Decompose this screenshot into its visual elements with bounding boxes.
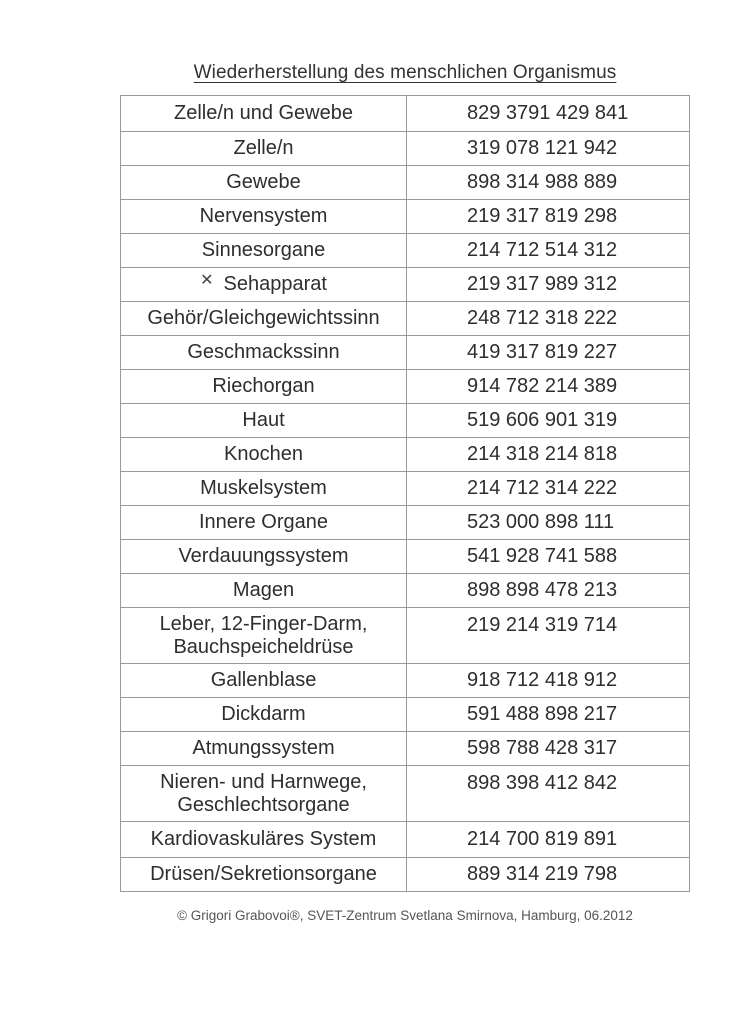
row-name: Knochen bbox=[121, 438, 407, 472]
row-name: Sinnesorgane bbox=[121, 234, 407, 268]
table-row bbox=[121, 574, 690, 608]
table-row bbox=[121, 438, 690, 472]
row-code: 541 928 741 588 bbox=[407, 540, 690, 574]
table-row bbox=[121, 472, 690, 506]
row-code: 319 078 121 942 bbox=[407, 132, 690, 166]
row-name: Magen bbox=[121, 574, 407, 608]
row-code: 214 712 514 312 bbox=[407, 234, 690, 268]
row-name: Sehapparat bbox=[223, 272, 327, 295]
row-name: Nervensystem bbox=[121, 200, 407, 234]
row-name: Leber, 12-Finger-Darm, bbox=[159, 612, 368, 635]
handwritten-cross-icon: ✕ bbox=[200, 271, 214, 289]
row-name: Atmungssystem bbox=[121, 732, 407, 766]
row-name: Verdauungssystem bbox=[121, 540, 407, 574]
row-name: Zelle/n bbox=[121, 132, 407, 166]
table-row bbox=[121, 336, 690, 370]
page-title: Wiederherstellung des menschlichen Organismus bbox=[193, 62, 617, 83]
table-row bbox=[121, 370, 690, 404]
table-row bbox=[121, 858, 690, 892]
row-code: 591 488 898 217 bbox=[407, 698, 690, 732]
row-name: Nieren- und Harnwege, bbox=[160, 770, 367, 793]
row-code: 889 314 219 798 bbox=[407, 858, 690, 892]
row-name: Geschmackssinn bbox=[121, 336, 407, 370]
row-code: 598 788 428 317 bbox=[407, 732, 690, 766]
row-name: Haut bbox=[121, 404, 407, 438]
code-table bbox=[120, 95, 690, 892]
row-code: 219 214 319 714 bbox=[407, 608, 690, 664]
table-row bbox=[121, 698, 690, 732]
table-row bbox=[121, 404, 690, 438]
row-name-cell bbox=[121, 268, 407, 302]
table-row bbox=[121, 166, 690, 200]
table-row bbox=[121, 302, 690, 336]
table-row bbox=[121, 234, 690, 268]
row-name: Gewebe bbox=[121, 166, 407, 200]
table-row bbox=[121, 200, 690, 234]
row-code: 419 317 819 227 bbox=[407, 336, 690, 370]
row-code: 519 606 901 319 bbox=[407, 404, 690, 438]
row-name: Drüsen/Sekretionsorgane bbox=[121, 858, 407, 892]
row-name-line2: Geschlechtsorgane bbox=[177, 793, 350, 816]
row-code: 214 700 819 891 bbox=[407, 822, 690, 858]
row-code: 914 782 214 389 bbox=[407, 370, 690, 404]
row-name: Muskelsystem bbox=[121, 472, 407, 506]
table-row bbox=[121, 506, 690, 540]
table-row bbox=[121, 664, 690, 698]
row-name: Riechorgan bbox=[121, 370, 407, 404]
table-row bbox=[121, 766, 690, 822]
row-code: 214 712 314 222 bbox=[407, 472, 690, 506]
row-name: Gehör/Gleichgewichtssinn bbox=[121, 302, 407, 336]
row-name: Gallenblase bbox=[121, 664, 407, 698]
row-name: Dickdarm bbox=[121, 698, 407, 732]
row-code: 898 898 478 213 bbox=[407, 574, 690, 608]
table-row bbox=[121, 732, 690, 766]
table-row bbox=[121, 822, 690, 858]
row-code: 829 3791 429 841 bbox=[407, 96, 690, 132]
table-row bbox=[121, 132, 690, 166]
row-code: 214 318 214 818 bbox=[407, 438, 690, 472]
row-name-cell bbox=[121, 766, 407, 822]
table-row bbox=[121, 268, 690, 302]
row-name: Kardiovaskuläres System bbox=[121, 822, 407, 858]
row-name-line2: Bauchspeicheldrüse bbox=[173, 635, 354, 658]
row-code: 248 712 318 222 bbox=[407, 302, 690, 336]
copyright-footer: © Grigori Grabovoi®, SVET-Zentrum Svetlana Smirnova, Hamburg, 06.2012 bbox=[177, 908, 633, 923]
table-row bbox=[121, 608, 690, 664]
row-code: 523 000 898 111 bbox=[407, 506, 690, 540]
row-code: 918 712 418 912 bbox=[407, 664, 690, 698]
row-name: Innere Organe bbox=[121, 506, 407, 540]
table-row bbox=[121, 96, 690, 132]
row-code: 898 314 988 889 bbox=[407, 166, 690, 200]
table-row bbox=[121, 540, 690, 574]
row-code: 219 317 989 312 bbox=[407, 268, 690, 302]
row-code: 219 317 819 298 bbox=[407, 200, 690, 234]
row-code: 898 398 412 842 bbox=[407, 766, 690, 822]
row-name: Zelle/n und Gewebe bbox=[121, 96, 407, 132]
row-name-cell bbox=[121, 608, 407, 664]
